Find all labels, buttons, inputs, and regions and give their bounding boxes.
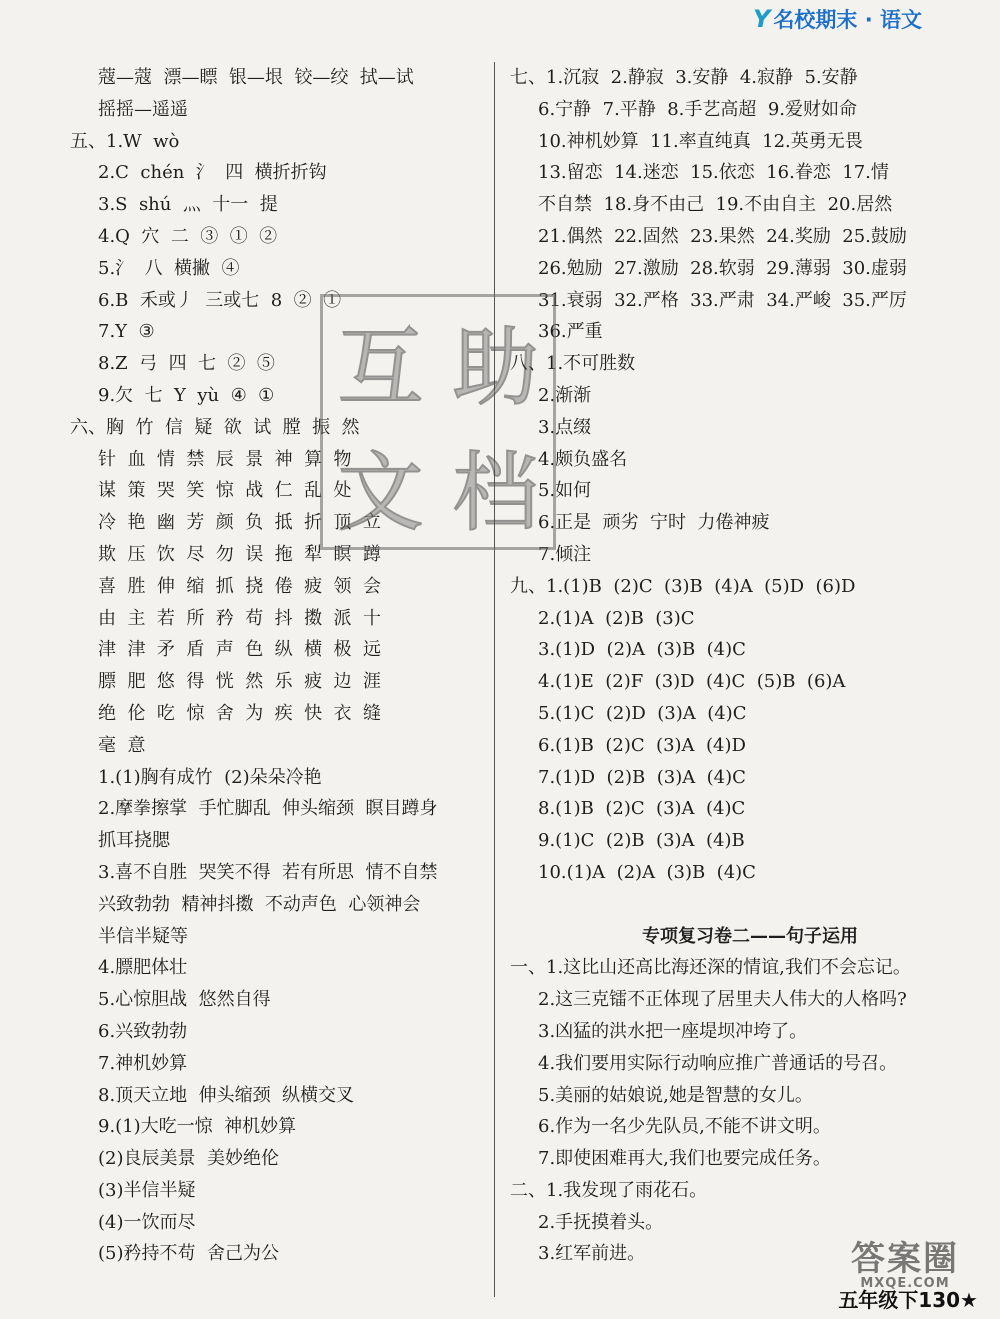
answer-line: 3.S shú 灬 十一 提: [98, 194, 278, 216]
answer-line: 21.偶然 22.固然 23.果然 24.奖励 25.鼓励: [538, 225, 907, 247]
corner-logo: [830, 1231, 980, 1291]
answer-line: 5.氵 八 横撇 ④: [98, 257, 240, 279]
answer-line: 谋 策 哭 笑 惊 战 仁 乱 处: [98, 480, 352, 502]
answer-line: 4.颇负盛名: [538, 448, 628, 470]
answer-line: 兴致勃勃 精神抖擞 不动声色 心领神会: [98, 893, 421, 915]
answer-line: 6.宁静 7.平静 8.手艺高超 9.爱财如命: [538, 98, 858, 120]
answer-line: 2.摩拳擦掌 手忙脚乱 伸头缩颈 瞑目蹲身: [98, 798, 438, 820]
answer-line: 2.(1)A (2)B (3)C: [538, 607, 695, 629]
answer-line: 3.凶猛的洪水把一座堤坝冲垮了。: [538, 1020, 808, 1042]
answer-line: 26.勉励 27.激励 28.软弱 29.薄弱 30.虚弱: [538, 257, 907, 279]
answer-line: 欺 压 饮 尽 勿 误 拖 犁 瞑 蹲: [98, 543, 381, 565]
answer-line: 膘 肥 悠 得 恍 然 乐 疲 边 涯: [98, 671, 381, 693]
answer-line: 半信半疑等: [98, 925, 188, 947]
brand-logo-icon: Y: [753, 5, 771, 33]
watermark-char: 互: [337, 317, 424, 418]
right-column: [510, 62, 990, 1270]
corner-logo-text: 答案圈: [851, 1239, 959, 1279]
page-number: 五年级下130★: [838, 1288, 978, 1312]
answer-line: 摇摇—遥遥: [98, 98, 188, 120]
answer-line: (4)一饮而尽: [98, 1211, 196, 1233]
answer-line: 7.(1)D (2)B (3)A (4)C: [538, 766, 746, 788]
answer-line: 一、1.这比山还高比海还深的情谊,我们不会忘记。: [510, 957, 911, 979]
brand-text: 名校期末 · 语文: [773, 8, 922, 32]
answer-line: 2.C chén 氵 四 横折折钩: [98, 162, 327, 184]
watermark-char: 助: [452, 317, 539, 418]
answer-line: 蔻—蔻 漂—瞟 银—垠 铰—绞 拭—试: [98, 67, 414, 88]
answer-line: 专项复习卷二——句子运用: [642, 925, 858, 947]
answer-line: 7.倾注: [538, 543, 592, 565]
answer-line: 7.即使困难再大,我们也要完成任务。: [538, 1148, 831, 1170]
column-divider: [494, 62, 495, 1297]
answer-line: 津 津 矛 盾 声 色 纵 横 极 远: [98, 639, 381, 661]
answer-line: 4.我们要用实际行动响应推广普通话的号召。: [538, 1052, 898, 1074]
answer-line: 7.神机妙算: [98, 1052, 188, 1074]
answer-line: 绝 伦 吃 惊 舍 为 疾 快 衣 缝: [98, 702, 381, 724]
answer-line: 5.如何: [538, 480, 592, 502]
answer-line: 4.Q 穴 二 ③ ① ②: [98, 225, 278, 247]
answer-line: 4.膘肥体壮: [98, 957, 188, 979]
answer-line: 5.(1)C (2)D (3)A (4)C: [538, 702, 747, 724]
answer-line: 7.Y ③: [98, 321, 155, 343]
answer-line: 9.(1)大吃一惊 神机妙算: [98, 1116, 297, 1138]
answer-line: 6.(1)B (2)C (3)A (4)D: [538, 734, 746, 756]
answer-line: 3.(1)D (2)A (3)B (4)C: [538, 639, 746, 661]
answer-line: 10.神机妙算 11.率直纯真 12.英勇无畏: [538, 130, 863, 152]
answer-line: (2)良辰美景 美妙绝伦: [98, 1148, 279, 1170]
answer-line: 9.(1)C (2)B (3)A (4)B: [538, 830, 745, 852]
answer-line: 31.衰弱 32.严格 33.严肃 34.严峻 35.严厉: [538, 289, 907, 311]
answer-line: 6.作为一名少先队员,不能不讲文明。: [538, 1116, 831, 1138]
answer-line: 3.点缀: [538, 416, 592, 438]
answer-line: 2.手抚摸着头。: [538, 1211, 664, 1233]
answer-line: 冷 艳 幽 芳 颜 负 抵 折 顶 立: [98, 512, 381, 534]
answer-line: 6.正是 顽劣 宁时 力倦神疲: [538, 512, 770, 534]
answer-line: 6.B 禾或丿 三或七 8 ② ①: [98, 289, 342, 311]
answer-line: (5)矜持不苟 舍己为公: [98, 1243, 279, 1265]
answer-line: 8.顶天立地 伸头缩颈 纵横交叉: [98, 1084, 355, 1106]
answer-line: 2.渐渐: [538, 384, 592, 406]
answer-line: 2.这三克镭不正体现了居里夫人伟大的人格吗?: [538, 989, 907, 1011]
answer-line: 6.兴致勃勃: [98, 1020, 188, 1042]
answer-line: 10.(1)A (2)A (3)B (4)C: [538, 861, 756, 883]
answer-line: 5.美丽的姑娘说,她是智慧的女儿。: [538, 1084, 813, 1106]
page-header: [0, 0, 1000, 36]
answer-line: (3)半信半疑: [98, 1179, 196, 1201]
brand-title: [753, 4, 922, 34]
watermark-char: 文: [337, 442, 424, 543]
watermark-char: 档: [452, 442, 539, 543]
answer-line: 六、胸 竹 信 疑 欲 试 膛 振 然: [70, 416, 360, 438]
answer-line: [510, 889, 990, 921]
answer-line: 由 主 若 所 矜 苟 抖 擞 派 十: [98, 607, 381, 629]
answer-line: 七、1.沉寂 2.静寂 3.安静 4.寂静 5.安静: [510, 67, 858, 88]
answer-line: 针 血 情 禁 辰 景 神 算 物: [98, 448, 352, 470]
answer-line: 3.喜不自胜 哭笑不得 若有所思 情不自禁: [98, 861, 438, 883]
answer-line: 36.严重: [538, 321, 603, 343]
answer-line: 五、1.W wò: [70, 130, 180, 152]
answer-line: 4.(1)E (2)F (3)D (4)C (5)B (6)A: [538, 671, 846, 693]
answer-line: 喜 胜 伸 缩 抓 挠 倦 疲 领 会: [98, 575, 381, 597]
answer-line: 8.Z 弓 四 七 ② ⑤: [98, 353, 275, 375]
answer-line: 13.留恋 14.迷恋 15.依恋 16.眷恋 17.情: [538, 162, 889, 184]
answer-line: 8.(1)B (2)C (3)A (4)C: [538, 798, 746, 820]
answer-line: 八、1.不可胜数: [510, 353, 636, 375]
answer-line: 5.心惊胆战 悠然自得: [98, 989, 271, 1011]
answer-line: 3.红军前进。: [538, 1243, 646, 1265]
answer-line: 不自禁 18.身不由己 19.不由自主 20.居然: [538, 194, 893, 216]
answer-line: 二、1.我发现了雨花石。: [510, 1179, 708, 1201]
answer-line: 9.欠 七 Y yù ④ ①: [98, 384, 275, 406]
answer-line: 抓耳挠腮: [98, 830, 170, 852]
answer-line: 九、1.(1)B (2)C (3)B (4)A (5)D (6)D: [510, 575, 856, 597]
answer-line: 毫 意: [98, 734, 146, 756]
left-column: [70, 62, 490, 1270]
answer-line: 1.(1)胸有成竹 (2)朵朵冷艳: [98, 766, 322, 788]
corner-logo-sub: MXQE.COM: [860, 1276, 950, 1291]
